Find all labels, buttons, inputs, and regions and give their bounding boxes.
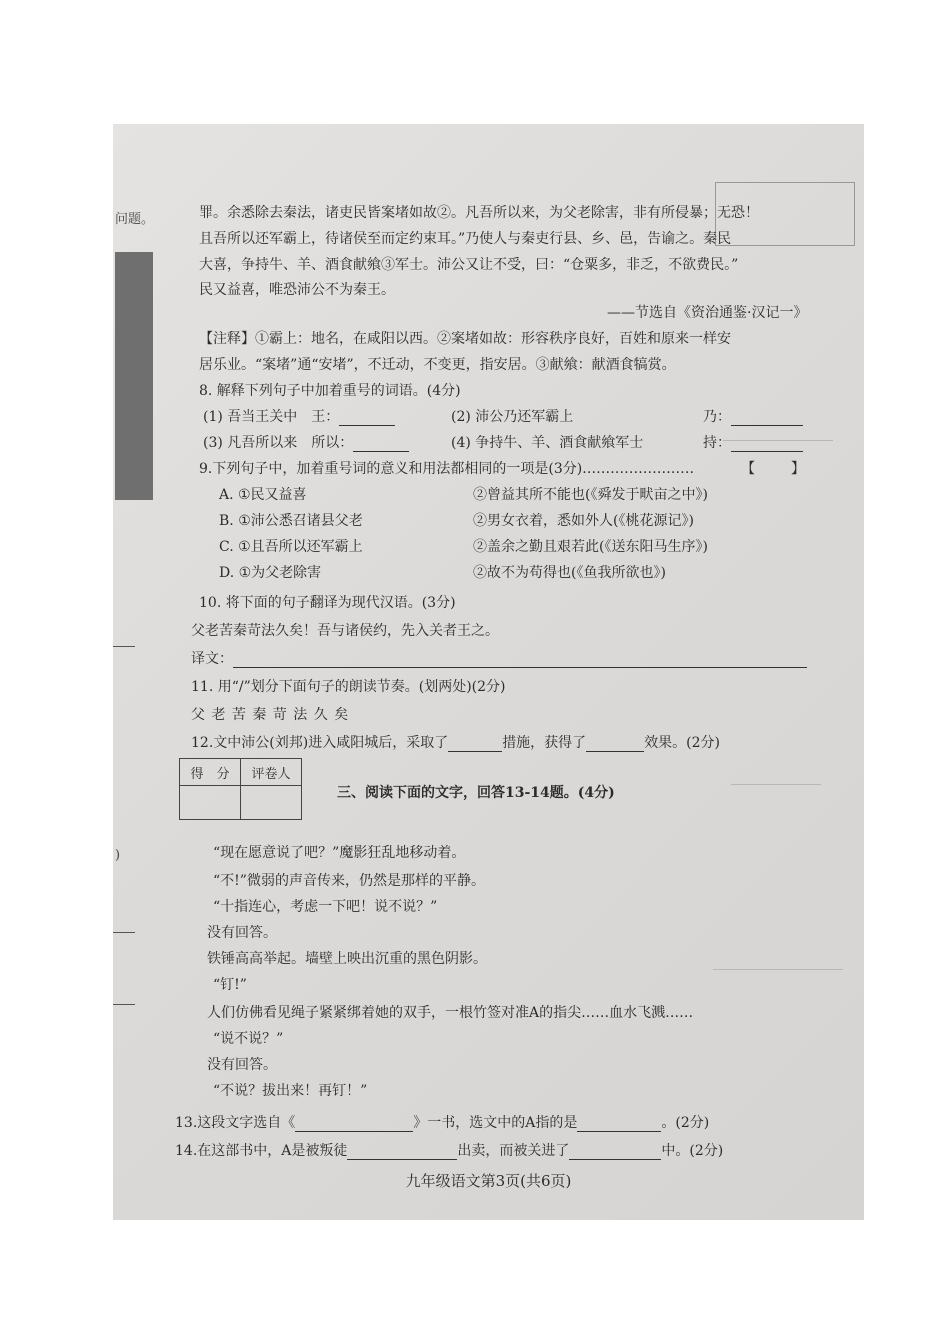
q9-option-b-right: ②男女衣着，悉如外人(《桃花源记》) xyxy=(473,513,694,529)
passage-source: ——节选自《资治通鉴·汉记一》 xyxy=(607,305,808,321)
exam-sheet xyxy=(113,124,864,1220)
q9-option-c-right: ②盖余之勤且艰若此(《送东阳马生序》) xyxy=(473,539,708,555)
bleed-through-line-2 xyxy=(731,784,821,785)
grader-header: 评卷人 xyxy=(241,759,302,786)
q11-stem: 11. 用“/”划分下面句子的朗读节奏。(划两处)(2分) xyxy=(191,679,506,695)
q9-option-d: D. ①为父老除害 xyxy=(219,565,322,581)
q10-stem: 10. 将下面的句子翻译为现代汉语。(3分) xyxy=(199,595,456,611)
q12-blank-2[interactable] xyxy=(586,737,644,752)
left-page-rule-2 xyxy=(113,932,135,933)
q9-answer-bracket[interactable]: 【 】 xyxy=(741,461,805,477)
q14-traitor-blank[interactable] xyxy=(347,1145,457,1160)
q8-stem: 8. 解释下列句子中加着重号的词语。(4分) xyxy=(199,383,461,399)
passage-line-1: 罪。余悉除去秦法，诸吏民皆案堵如故②。凡吾所以来，为父老除害，非有所侵暴；无恐！ xyxy=(199,205,759,221)
q12-blank-1[interactable] xyxy=(448,737,502,752)
left-page-rule-3 xyxy=(113,1004,135,1005)
q8-answer-4[interactable] xyxy=(731,437,803,452)
q13-book-blank[interactable] xyxy=(295,1117,413,1132)
q13-person-blank[interactable] xyxy=(577,1117,661,1132)
q8-item-4-answer: 持： xyxy=(703,434,803,452)
score-cell[interactable] xyxy=(180,786,241,820)
score-header: 得 分 xyxy=(180,759,241,786)
q9-option-d-right: ②故不为苟得也(《鱼我所欲也》) xyxy=(473,565,666,581)
notes-line-1: 【注释】①霸上：地名，在咸阳以西。②案堵如故：形容秩序良好，百姓和原来一样安 xyxy=(199,331,731,347)
reading-line-3: “十指连心，考虑一下吧！说不说？” xyxy=(213,899,438,915)
q10-sentence: 父老苦秦苛法久矣！吾与诸侯约，先入关者王之。 xyxy=(191,623,499,639)
reading-line-6: “钉!” xyxy=(213,977,247,993)
reading-line-8: “说不说？” xyxy=(213,1031,284,1047)
q8-answer-1[interactable] xyxy=(339,411,395,426)
q11-sentence[interactable]: 父 老 苦 秦 苛 法 久 矣 xyxy=(191,707,350,723)
q12-question: 12.文中沛公(刘邦)进入咸阳城后，采取了 措施，获得了 效果。(2分) xyxy=(191,735,721,751)
q9-option-a-right: ②曾益其所不能也(《舜发于畎亩之中》) xyxy=(473,487,708,503)
q8-answer-3[interactable] xyxy=(353,437,409,452)
passage-line-2: 且吾所以还军霸上，待诸侯至而定约束耳。”乃使人与秦吏行县、乡、邑，告谕之。秦民 xyxy=(199,231,732,247)
reading-line-4: 没有回答。 xyxy=(207,925,277,941)
q10-translation-line[interactable] xyxy=(233,653,807,668)
notes-line-2: 居乐业。“案堵”通“安堵”，不迁动，不变更，指安居。③献飨：献酒食犒赏。 xyxy=(199,357,676,373)
q9-option-a: A. ①民又益喜 xyxy=(219,487,307,503)
q8-item-2-answer: 乃： xyxy=(703,408,803,426)
adjacent-page-strip xyxy=(113,124,159,1220)
reading-line-5: 铁锤高高举起。墙壁上映出沉重的黑色阴影。 xyxy=(207,951,487,967)
q8-item-3: (3) 凡吾所以来 所以： xyxy=(203,434,409,452)
left-page-fragment-2: ) xyxy=(115,848,121,863)
score-table xyxy=(179,758,302,820)
q14-place-blank[interactable] xyxy=(569,1145,661,1160)
page-footer: 九年级语文第3页(共6页) xyxy=(405,1172,572,1190)
reading-line-2: “不!”微弱的声音传来，仍然是那样的平静。 xyxy=(213,873,485,889)
reading-line-10: “不说？拔出来！再钉！” xyxy=(213,1083,368,1099)
q9-option-c: C. ①且吾所以还军霸上 xyxy=(219,539,363,555)
q8-item-4: (4) 争持牛、羊、酒食献飨军士 xyxy=(451,435,644,451)
grader-cell[interactable] xyxy=(241,786,302,820)
section-3-title: 三、阅读下面的文字，回答13-14题。(4分) xyxy=(337,785,615,801)
q9-option-b: B. ①沛公悉召诸县父老 xyxy=(219,513,363,529)
q9-stem: 9.下列句子中，加着重号词的意义和用法都相同的一项是(3分)…………………… xyxy=(199,461,695,477)
passage-line-4: 民又益喜，唯恐沛公不为秦王。 xyxy=(199,282,395,298)
reading-line-9: 没有回答。 xyxy=(207,1057,277,1073)
bleed-through-line-3 xyxy=(713,969,843,970)
q13-question: 13.这段文字选自《 》一书，选文中的A指的是 。(2分) xyxy=(175,1115,710,1131)
q8-item-1: (1) 吾当王关中 王： xyxy=(203,408,395,426)
left-page-photo xyxy=(115,252,153,500)
q8-answer-2[interactable] xyxy=(731,411,803,426)
q14-question: 14.在这部书中，A是被叛徒 出卖，而被关进了 中。(2分) xyxy=(175,1143,724,1159)
left-page-fragment: 问题。 xyxy=(115,212,155,227)
q8-item-2: (2) 沛公乃还军霸上 xyxy=(451,409,574,425)
q10-translation: 译文： xyxy=(191,650,807,668)
left-page-rule xyxy=(113,646,135,647)
reading-line-1: “现在愿意说了吧？”魔影狂乱地移动着。 xyxy=(213,845,466,861)
reading-line-7: 人们仿佛看见绳子紧紧绑着她的双手，一根竹签对准A的指尖……血水飞溅…… xyxy=(207,1005,694,1021)
passage-line-3: 大喜，争持牛、羊、酒食献飨③军士。沛公又让不受，曰：“仓粟多，非乏，不欲费民。” xyxy=(199,257,739,273)
